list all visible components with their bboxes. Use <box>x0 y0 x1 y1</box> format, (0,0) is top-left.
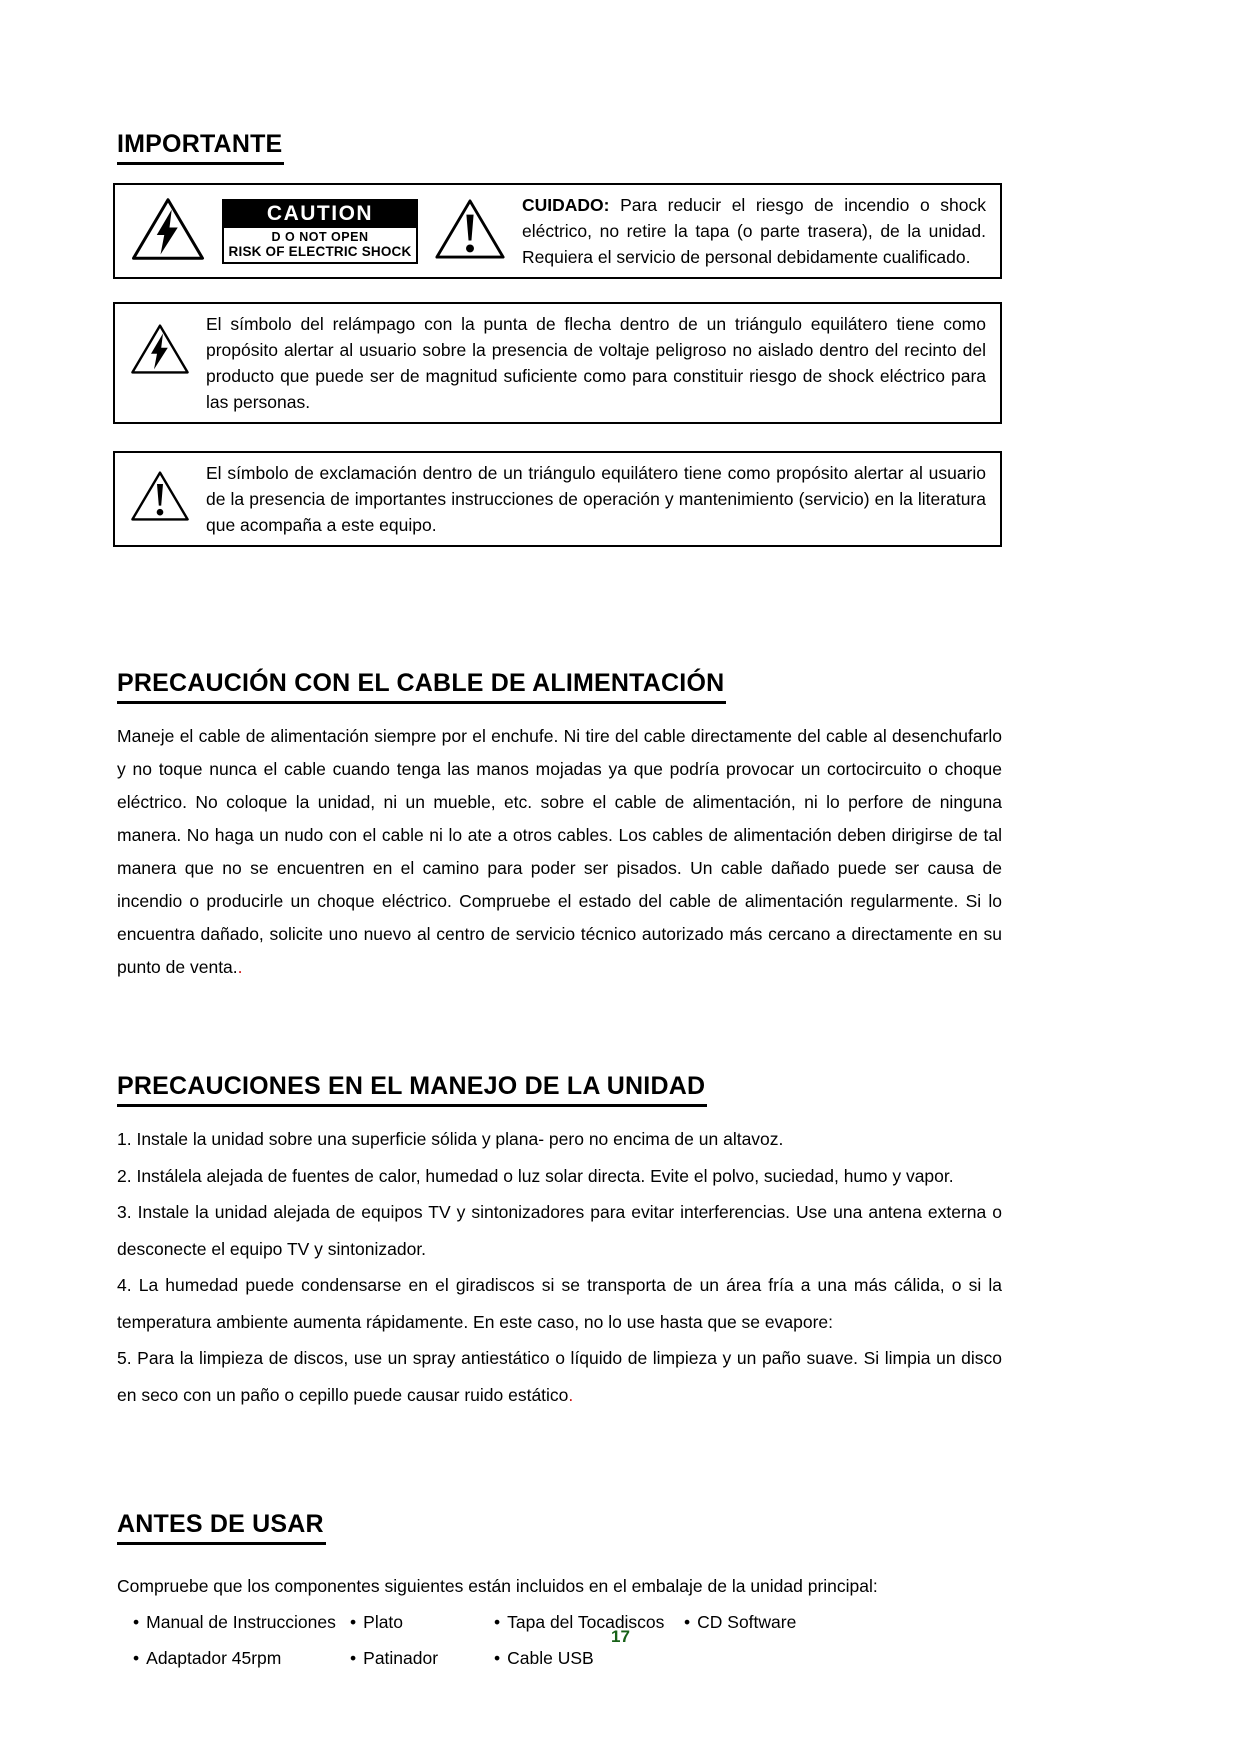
importante-title: IMPORTANTE <box>117 130 284 165</box>
cuidado-body: Para reducir el riesgo de incendio o shock eléctrico, no retire la tapa (o parte trasera), de la unidad. Requiera el servicio de personal debidamente cualificado. <box>522 195 986 267</box>
cable-trailing-dot: . <box>237 957 243 977</box>
caution-label-body <box>224 228 416 262</box>
cable-section-body: Maneje el cable de alimentación siempre por el enchufe. Ni tire del cable directamente del cable al desenchufarlo y no toque nunca el cable cuando tenga las manos mojadas ya que podría provocar un cortocircuito o choque eléctrico. No coloque la unidad, ni un mueble, etc. sobre el cable de alimentación, ni lo perfore de ninguna manera. No haga un nudo con el cable ni lo ate a otros cables. Los cables de alimentación deben dirigirse de tal manera que no se encuentren en el camino para poder ser pisados. Un cable dañado puede ser causa de incendio o producirle un choque eléctrico. Compruebe el estado del cable de alimentación regularmente. Si lo encuentra dañado, solicite uno nuevo al centro de servicio técnico autorizado más cercano a directamente en su punto de venta. <box>117 726 1002 977</box>
manejo-item-1: 1. Instale la unidad sobre una superficie sólida y plana- pero no encima de un altavoz. <box>117 1129 784 1149</box>
bullet-icon: • <box>350 1648 357 1668</box>
manejo-item-4: 4. La humedad puede condensarse en el giradiscos si se transporta de un área fría a una más cálida, o si la temperatura ambiente aumenta rápidamente. En este caso, no lo use hasta que se evapore: <box>117 1275 1002 1332</box>
manejo-item-5: 5. Para la limpieza de discos, use un spray antiestático o líquido de limpieza y un paño suave. Si limpia un disco en seco con un paño o cepillo puede causar ruido estático. <box>117 1348 1002 1405</box>
exclamation-triangle-icon <box>434 196 506 267</box>
page-number: 17 <box>611 1627 630 1646</box>
manejo-list <box>117 1121 1002 1413</box>
exclamation-warning-text: El símbolo de exclamación dentro de un triángulo equilátero tiene como propósito alertar al usuario de la presencia de importantes instrucciones de operación y mantenimiento (servicio) en la literatura que acompaña a este equipo. <box>206 463 986 535</box>
caution-label-line1: D O NOT OPEN <box>271 229 369 244</box>
lightning-triangle-icon <box>130 196 206 267</box>
exclamation-warning-box <box>113 451 1002 547</box>
antes-intro: Compruebe que los componentes siguientes están incluidos en el embalaje de la unidad principal: <box>117 1576 878 1596</box>
manejo-trailing-dot: . <box>568 1384 574 1405</box>
caution-label-title: CAUTION <box>224 201 416 228</box>
page-content <box>113 130 1002 1673</box>
component-item: • Cable USB <box>494 1648 594 1668</box>
manejo-section-title: PRECAUCIONES EN EL MANEJO DE LA UNIDAD <box>117 1072 707 1107</box>
manejo-item-3: 3. Instale la unidad alejada de equipos TV y sintonizadores para evitar interferencias. Use una antena externa o desconecte el equipo TV y sintonizador. <box>117 1202 1002 1259</box>
component-item: • Plato <box>350 1612 404 1632</box>
caution-label-line2: RISK OF ELECTRIC SHOCK <box>228 243 412 259</box>
caution-warning-box <box>113 183 1002 279</box>
bullet-icon: • <box>684 1612 691 1632</box>
component-item: • Patinador <box>350 1648 439 1668</box>
component-item: • Adaptador 45rpm <box>133 1648 282 1668</box>
cable-section-paragraph <box>117 720 1002 984</box>
component-item: • Manual de Instrucciones <box>133 1612 336 1632</box>
antes-section-title: ANTES DE USAR <box>117 1510 326 1545</box>
component-item: • Tapa del Tocadiscos <box>494 1612 665 1632</box>
exclamation-triangle-icon <box>130 464 190 533</box>
manejo-item-2: 2. Instálela alejada de fuentes de calor, humedad o luz solar directa. Evite el polvo, suciedad, humo y vapor. <box>117 1165 954 1186</box>
bullet-icon: • <box>133 1612 140 1632</box>
lightning-warning-box <box>113 302 1002 424</box>
caution-label <box>222 199 418 264</box>
cuidado-label: CUIDADO: <box>522 195 610 215</box>
cable-section-title: PRECAUCIÓN CON EL CABLE DE ALIMENTACIÓN <box>117 669 726 704</box>
bullet-icon: • <box>133 1648 140 1668</box>
bullet-icon: • <box>494 1612 501 1632</box>
component-item: • CD Software <box>684 1612 797 1632</box>
cuidado-text <box>522 192 986 270</box>
lightning-triangle-icon <box>130 317 190 386</box>
bullet-icon: • <box>494 1648 501 1668</box>
lightning-warning-text: El símbolo del relámpago con la punta de flecha dentro de un triángulo equilátero tiene como propósito alertar al usuario sobre la presencia de voltaje peligroso no aislado dentro del recinto del producto que puede ser de magnitud suficiente como para constituir riesgo de shock eléctrico para las personas. <box>206 314 986 412</box>
bullet-icon: • <box>350 1612 357 1632</box>
